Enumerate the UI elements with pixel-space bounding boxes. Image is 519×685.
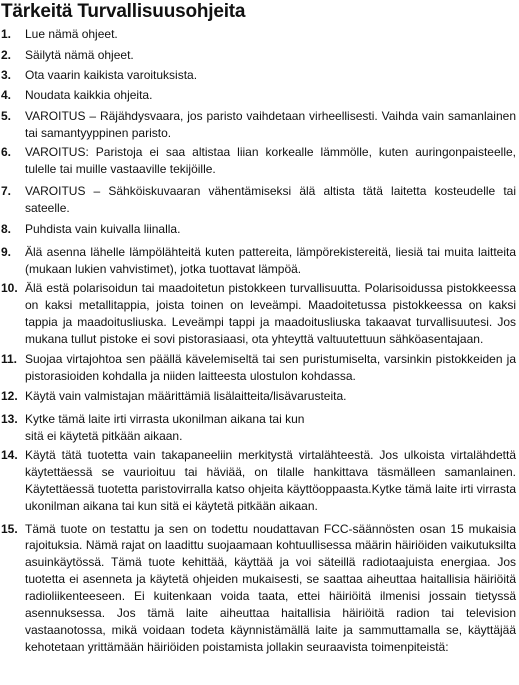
item-number: 5. [1,108,12,123]
item-number: 9. [1,244,12,259]
item-text: Ota vaarin kaikista varoituksista. [25,67,198,82]
list-item [1,221,516,238]
list-item [1,388,516,405]
item-text: Suojaa virtajohtoa sen päällä kävelemiseltä tai sen puristumiselta, varsinkin pistokkeiden ja pistorasioiden kohdalla ja niiden laitteesta ulostulon kohdassa. [25,352,516,384]
item-text: Älä asenna lähelle lämpölähteitä kuten pattereita, lämpörekistereitä, liesiä tai muita laitteita (mukaan lukien vahvistimet), jotka tuottavat lämpöä. [25,244,516,276]
item-text: Lue nämä ohjeet. [25,27,118,41]
list-item [1,26,516,43]
list-item [1,67,516,84]
item-number: 14. [1,447,18,462]
list-item [1,183,516,217]
item-number: 11. [1,352,18,367]
item-text: VAROITUS – Räjähdysvaara, jos paristo vaihdetaan virheellisesti. Vaihda vain samanlainen tai samantyyppinen paristo. [25,108,516,140]
list-item [1,447,516,515]
item-text: Tämä tuote on testattu ja sen on todettu noudattavan FCC-säännösten osan 15 mukaisia rajoituksia. Nämä rajat on laadittu suojaamaan kohtuullisessa määrin häiriöiden vaikutuksilta asuinkäytössä. Tämä tuote kehittää, käyttää ja voi säteillä radiotaajuista energiaa. Jos tuotetta ei asenneta ja käytetä ohjeiden mukaisesti, se saattaa aiheuttaa haitallisia häiriöitä radioliikenteeseen. Ei kuitenkaan voida taata, ettei häiriöitä ilmenisi jossain tietyssä asennuksessa. Jos tämä laite aiheuttaa haitallisia häiriöitä radion tai television vastaanotossa, mikä voidaan todeta käynnistämällä laite ja sammuttamalla se, käyttäjää kehotetaan yrittämään häiriöiden poistamista jollakin seuraavista toimenpiteistä: [25,521,516,654]
item-number: 8. [1,222,12,237]
item-text: Noudata kaikkia ohjeita. [25,87,153,102]
page-title: Tärkeitä Turvallisuusohjeita [1,1,246,22]
item-number: 6. [1,145,12,160]
list-item [1,280,516,348]
item-text: Puhdista vain kuivalla liinalla. [25,222,181,237]
list-item [1,87,516,104]
item-number: 10. [1,280,18,295]
item-number: 12. [1,389,18,404]
item-number: 1. [1,27,12,41]
item-number: 15. [1,521,18,536]
item-text: Käytä vain valmistajan määrittämiä lisälaitteita/lisävarusteita. [25,389,347,404]
list-item [1,411,516,445]
list-item [1,108,516,142]
item-number: 13. [1,412,18,427]
list-item [1,47,516,64]
list-item [1,244,516,278]
item-text: Säilytä nämä ohjeet. [25,47,134,62]
item-number: 4. [1,87,12,102]
safety-instructions-list [1,26,516,656]
list-item [1,144,516,178]
item-text: Älä estä polarisoidun tai maadoitetun pistokkeen turvallisuutta. Polarisoidussa pistokkeessa on kaksi metallitappia, joista toinen on leveämpi. Maadoitetussa pistokkeessa on kaksi tappia ja maadoitusliuska. Leveämpi tappi ja maadoitusliuska takaavat turvallisuutesi. Jos mukana tullut pistoke ei sovi pistorasiaasi, ota yhteyttä valtuutettuun sähköasentajaan. [25,280,516,346]
item-number: 3. [1,67,12,82]
item-text: VAROITUS – Sähköiskuvaaran vähentämiseksi älä altista tätä laitetta kosteudelle tai sateelle. [25,184,516,216]
item-text: Kytke tämä laite irti virrasta ukonilman aikana tai kun sitä ei käytetä pitkään aikaan. [25,412,305,444]
list-item [1,351,516,385]
list-item [1,521,516,656]
item-text: Käytä tätä tuotetta vain takapaneeliin merkitystä virtalähteestä. Jos ulkoista virtalähdettä käytettäessä se vaurioituu tai häviää, on tilalle hankittava täsmälleen samanlainen. Käytettäessä tuotetta paristovirralla katso ohjeita käyttöoppaasta.Kytke tämä laite irti virrasta ukonilman aikana tai kun sitä ei käytetä pitkään aikaan. [25,447,516,513]
item-number: 7. [1,184,12,199]
item-text: VAROITUS: Paristoja ei saa altistaa liian korkealle lämmölle, kuten auringonpaisteelle, tulelle tai muille vastaaville tekijöille. [25,145,516,177]
item-number: 2. [1,47,12,62]
